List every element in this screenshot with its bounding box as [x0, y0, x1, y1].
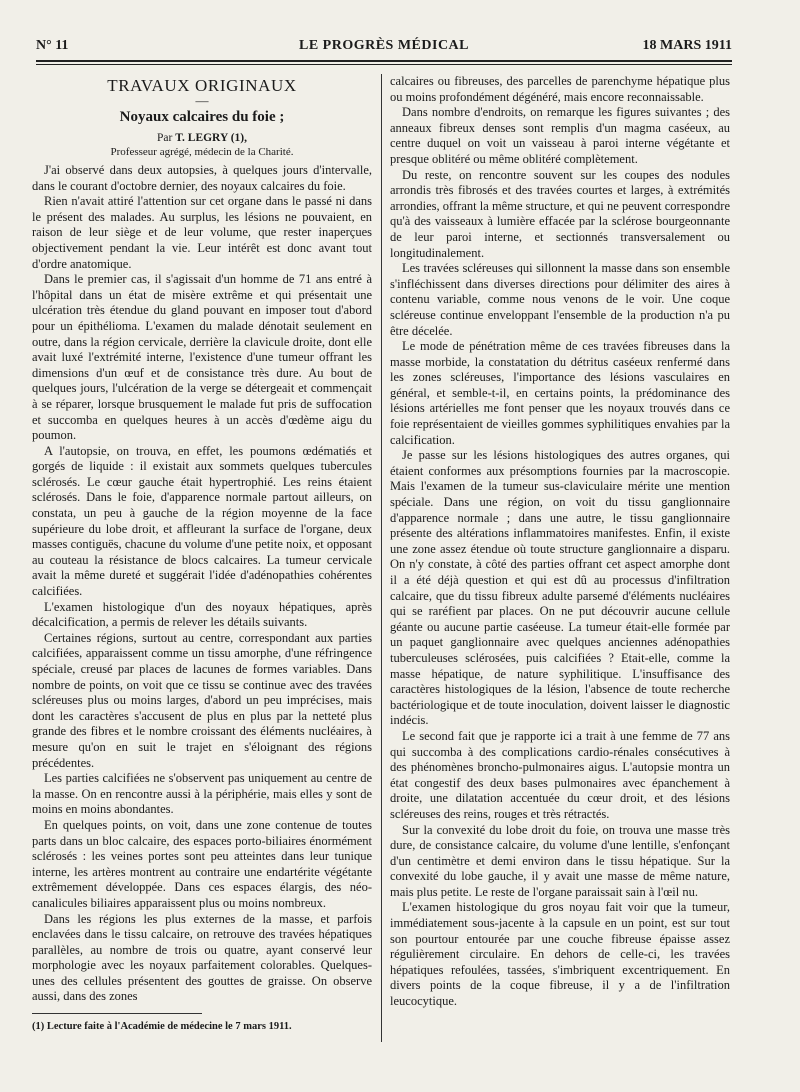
paragraph: Les travées scléreuses qui sillonnent la masse dans son ensemble s'infléchissent dans diverses directions pour délimiter des aires à contenu variable, comme nous venons de le voir. Une coque scléreuse continue enveloppant l'ensemble de la production n'a pu être décelée. — [390, 261, 730, 338]
byline-prefix: Par — [156, 132, 173, 144]
paragraph: Les parties calcifiées ne s'observent pas uniquement au centre de la masse. On en rencontre aussi à la périphérie, mais elles y sont de moins en moins abondantes. — [32, 771, 372, 817]
left-column — [32, 74, 372, 1033]
paragraph: Du reste, on rencontre souvent sur les coupes des nodules arrondis très fibrosés et des travées courtes et larges, à extrémités arrondies, offrant la même structure, et qui ne peuvent correspondre qu'à des vaisseaux à lumière effacée par la sclérose bourgeonnante de leur paroi interne, et sectionnés transversalement ou longitudinalement. — [390, 167, 730, 260]
paragraph: Dans nombre d'endroits, on remarque les figures suivantes ; des anneaux fibreux denses sont remplis d'un magma caséeux, au centre duquel on voit un vaisseau à paroi interne végétante et presque oblitéré ou même oblitéré complètement. — [390, 105, 730, 166]
page-header — [36, 38, 732, 56]
right-column — [390, 74, 730, 1010]
section-title: TRAVAUX ORIGINAUX — [107, 76, 297, 95]
paragraph: J'ai observé dans deux autopsies, à quelques jours d'intervalle, dans le courant d'octobre dernier, des noyaux calcaires du foie. — [32, 163, 372, 193]
issue-date: 18 MARS 1911 — [642, 38, 732, 53]
author-affiliation: Professeur agrégé, médecin de la Charité. — [110, 146, 294, 158]
article-title: Noyaux calcaires du foie ; — [119, 109, 285, 125]
paragraph: Rien n'avait attiré l'attention sur cet organe dans le passé ni dans le présent des malades. Au surplus, les lésions ne pouvaient, en raison de leur siège et de leur volume, que rester inaperçues objectivement pendant la vie. Leur intérêt est donc avant tout d'ordre anatomique. — [32, 194, 372, 271]
paragraph: Le second fait que je rapporte ici a trait à une femme de 77 ans qui succomba à des complications cardio-rénales consécutives à des phénomènes broncho-pulmonaires aigus. L'autopsie montra un état congestif des deux bases pulmonaires avec épanchement à droite, une dilatation accentuée du cœur droit, et des lésions scléreuses des reins, rouges et très rétractés. — [390, 728, 730, 821]
byline — [32, 131, 372, 145]
paragraph: Certaines régions, surtout au centre, correspondant aux parties calcifiées, apparaissent comme un tissu amorphe, d'une réfringence spéciale, creusé par places de lacunes de formes variables. Dans nombre de points, on voit que ce tissu se continue avec des travées scléreuses plus ou moins larges, d'abord un peu imprécises, mais dont les caractères s'accusent de plus en plus par la netteté plus grande des fibres et le nombre croissant des éléments nucléaires, à mesure qu'on en suit le trajet en s'éloignant des régions précédentes. — [32, 630, 372, 770]
header-rule-thin — [36, 64, 732, 65]
footnote-rule — [32, 1013, 202, 1014]
section-dash: — — [195, 93, 209, 108]
paragraph: L'examen histologique d'un des noyaux hépatiques, après décalcification, a permis de relever les détails suivants. — [32, 599, 372, 630]
column-separator — [381, 74, 382, 1042]
paragraph: Dans le premier cas, il s'agissait d'un homme de 71 ans entré à l'hôpital dans un état de misère extrême et qui présentait une ulcération très étendue du gland pouvant en imposer tout d'abord pour un épithélioma. L'examen du malade dénotait seulement en outre, dans la région cervicale, derrière la clavicule droite, dont elle avait luxé l'extrémité interne, l'existence d'une tumeur offrant les dimensions d'un œuf et de consistance très dure. Au bout de quelques jours, l'ulcération de la verge se détergeait et commençait à se réparer, lorsque brusquement le malade fut pris de suffocation et succomba en quelques heures à un accès d'œdème aigu du poumon. — [32, 272, 372, 443]
author-name: T. LEGRY (1), — [175, 132, 247, 144]
paragraph: Je passe sur les lésions histologiques des autres organes, qui étaient conformes aux présomptions fournies par la macroscopie. Mais l'examen de la tumeur sus-claviculaire mérite une mention spéciale. Dans une région, on voit du tissu ganglionnaire d'apparence normale ; dans une autre, le tissu ganglionnaire présente des altérations inflammatoires manifestes. Enfin, il existe une zone assez étendue où toute structure ganglionnaire a disparu. On n'y constate, à côté des parties offrant cet aspect amorphe dont il a été déjà question et qui est dû au processus d'infiltration calcaire, que du tissu fibreux adulte parsemé d'éléments nucléaires qui se raréfient par places. On ne put découvrir aucune cellule géante ou aucune partie caséeuse. La tumeur était-elle formée par un paquet ganglionnaire avec quelques anciennes adénopathies tuberculeuses sclérosées, puis calcifiées ? Etait-elle, comme la masse hépatique, de nature syphilitique. L'insuffisance des caractères histologiques de la lésion, l'absence de toute recherche bactériologique et de toute inoculation, doivent laisser le diagnostic indécis. — [390, 448, 730, 728]
paragraph: L'examen histologique du gros noyau fait voir que la tumeur, immédiatement sous-jacente à la capsule en un point, est sur tout son pourtour entourée par une couche fibreuse épaisse assez régulièrement circulaire. En dehors de celle-ci, les travées hépatiques refoulées, tassées, s'imbriquent excentriquement. En divers points de la coque fibreuse, il y a de l'infiltration leucocytique. — [390, 900, 730, 1009]
issue-number: N° 11 — [36, 38, 69, 53]
paragraph: calcaires ou fibreuses, des parcelles de parenchyme hépatique plus ou moins profondément dégénéré, mais encore reconnaissable. — [390, 74, 730, 104]
journal-title: LE PROGRÈS MÉDICAL — [298, 38, 470, 53]
paragraph: Le mode de pénétration même de ces travées fibreuses dans la masse morbide, la constatation du détritus caséeux renfermé dans les zones scléreuses, l'importance des lésions vasculaires en général, et semble-t-il, en certains points, la prédominance des lésions artérielles me font penser que les noyaux trouvés dans ce foie représentaient de vieilles gommes syphilitiques envahies par la calcification. — [390, 339, 730, 447]
paragraph: En quelques points, on voit, dans une zone contenue de toutes parts dans un bloc calcaire, des espaces porto-biliaires énormément sclérosés : les veines portes sont peu atteintes dans leur tunique interne, les artères montrent au contraire une endartérite végétante extrêmement développée. Dans ces espaces élargis, des néo-canalicules biliaires apparaissent plus ou moins nombreux. — [32, 817, 372, 910]
footnote: (1) Lecture faite à l'Académie de médecine le 7 mars 1911. — [32, 1021, 292, 1033]
paragraph: Sur la convexité du lobe droit du foie, on trouva une masse très dure, de consistance calcaire, du volume d'une lentille, s'enfonçant d'un centimètre et demi environ dans le tissu hépatique. Sur la convexité du lobe gauche, il y avait une masse de même nature, mais plus petite. Le reste de l'organe paraissait sain à l'œil nu. — [390, 822, 730, 899]
paragraph: Dans les régions les plus externes de la masse, et parfois enclavées dans le tissu calcaire, on retrouve des travées hépatiques parallèles, au nombre de trois ou quatre, ayant conservé leur morphologie avec les noyaux parfaitement colorables. Quelques-unes des cellules présentent des gouttes de graisse. On observe aussi, dans des zones — [32, 911, 372, 1004]
header-rule-thick — [36, 60, 732, 62]
paragraph: A l'autopsie, on trouva, en effet, les poumons œdématiés et gorgés de liquide : il existait aux sommets quelques tubercules sclérosés. Le cœur gauche était hypertrophié. Les reins étaient sclérosés. Dans le foie, d'apparence normale partout ailleurs, on constata, un peu à gauche de la région moyenne de la face supérieure du lobe droit, et affleurant la surface de l'organe, deux masses contiguës, chacune du volume d'une petite noix, et opposant au couteau la résistance de blocs calcaires. La tumeur cervicale avait la même dureté et suggérait l'idée d'adénopathies cohérentes calcifiées. — [32, 443, 372, 599]
